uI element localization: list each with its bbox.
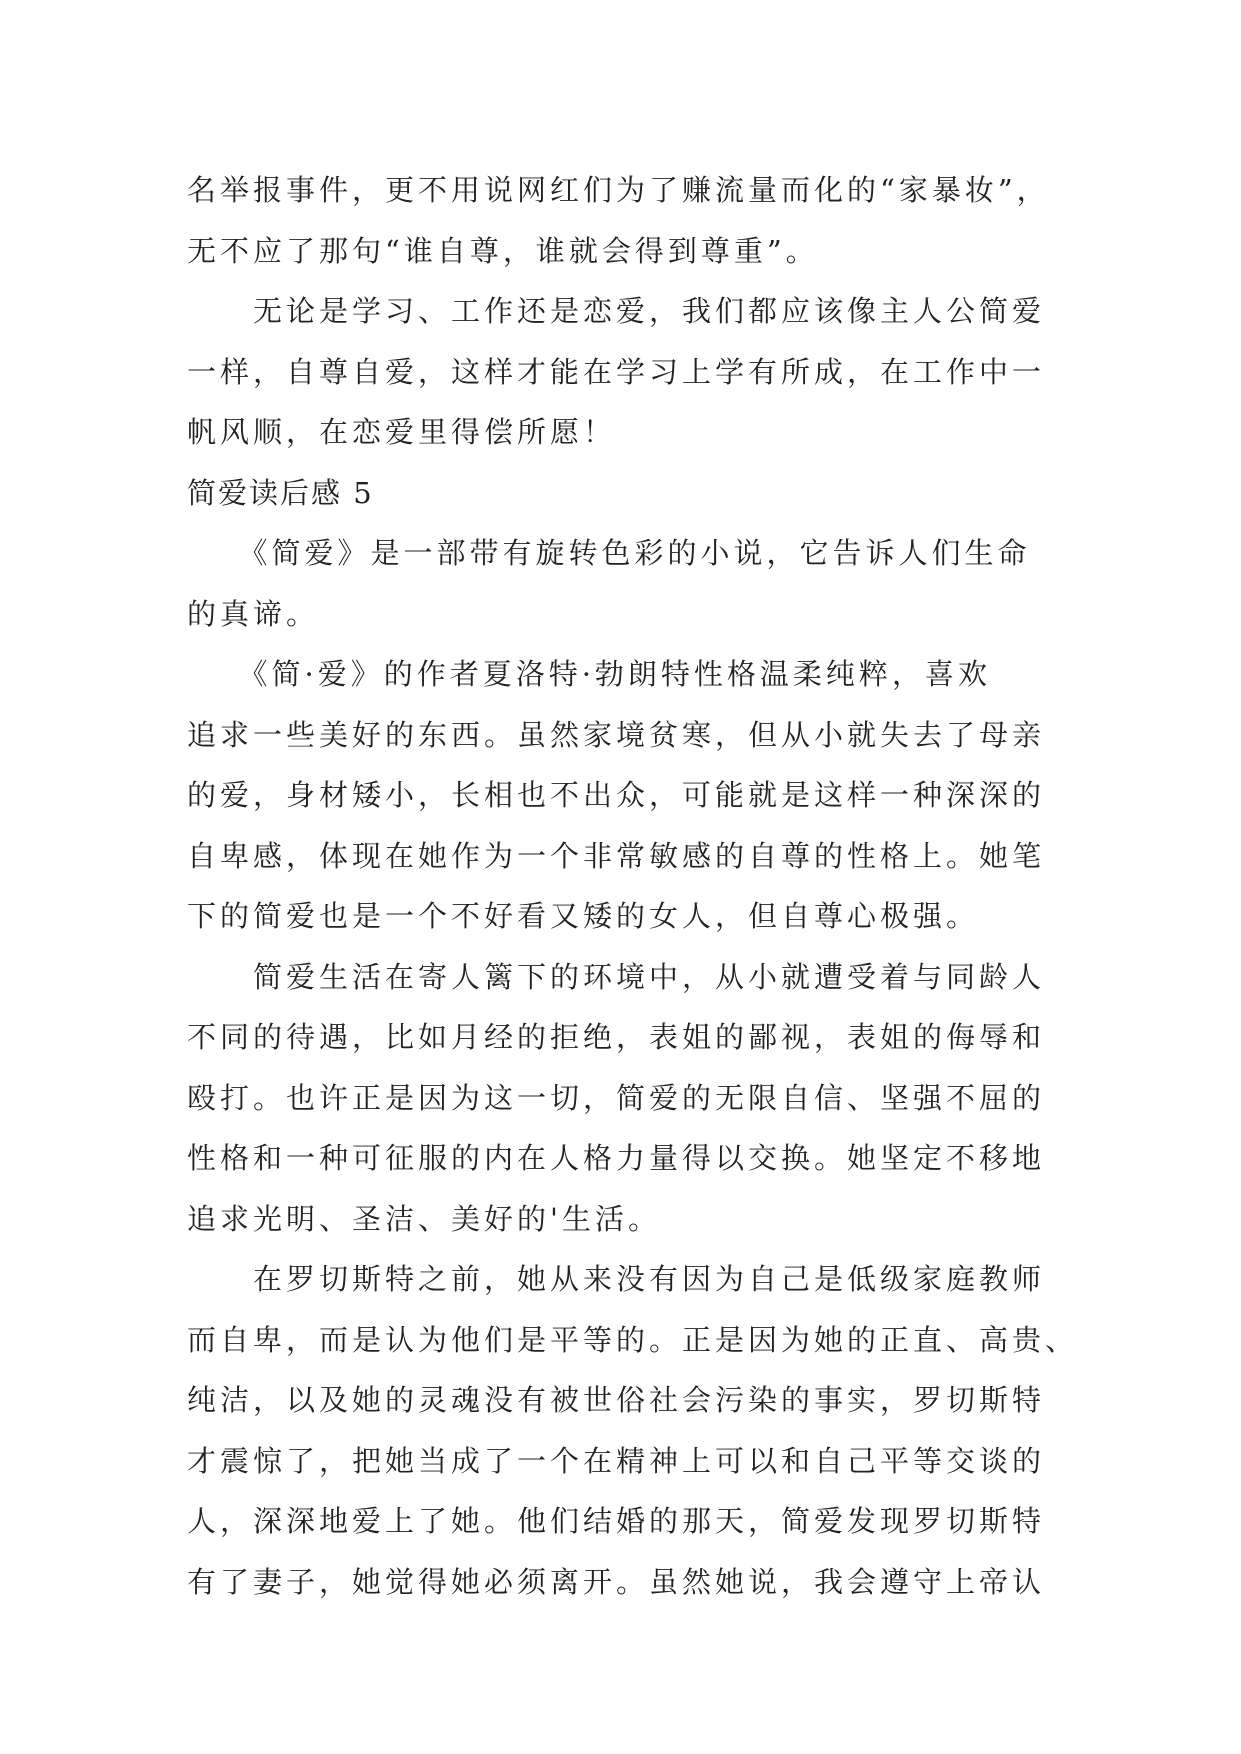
- text-line: 不同的待遇，比如月经的拒绝，表姐的鄙视，表姐的侮辱和: [187, 1020, 1046, 1054]
- text-line: 追求光明、圣洁、美好的'生活。: [187, 1201, 661, 1236]
- document-body: [187, 160, 1079, 1612]
- text-line: 性格和一种可征服的内在人格力量得以交换。她坚定不移地: [187, 1141, 1046, 1175]
- text-line: 一样，自尊自爱，这样才能在学习上学有所成，在工作中一: [187, 354, 1046, 389]
- text-line: 下的简爱也是一个不好看又矮的女人，但自尊心极强。: [187, 899, 980, 933]
- text-line: 才震惊了，把她当成了一个在精神上可以和自己平等交谈的: [187, 1443, 1046, 1478]
- text-line: 自卑感，体现在她作为一个非常敏感的自尊的性格上。她笔: [187, 838, 1046, 873]
- text-line: 名举报事件，更不用说网红们为了赚流量而化的“家暴妆”，: [187, 173, 1050, 207]
- text-line: 《简爱》是一部带有旋转色彩的小说，它告诉人们生命: [187, 536, 1031, 570]
- text-line: 人，深深地爱上了她。他们结婚的那天，简爱发现罗切斯特: [187, 1504, 1046, 1538]
- text-line: 纯洁，以及她的灵魂没有被世俗社会污染的事实，罗切斯特: [187, 1383, 1046, 1417]
- text-line: 简爱生活在寄人篱下的环境中，从小就遭受着与同龄人: [187, 959, 1046, 994]
- text-line: 帆风顺，在恋爱里得偿所愿！: [187, 415, 617, 449]
- section-heading: 简爱读后感 5: [187, 475, 374, 510]
- text-line: 的爱，身材矮小，长相也不出众，可能就是这样一种深深的: [187, 778, 1046, 812]
- text-line: 而自卑，而是认为他们是平等的。正是因为她的正直、高贵、: [187, 1322, 1079, 1357]
- text-line: 殴打。也许正是因为这一切，简爱的无限自信、坚强不屈的: [187, 1080, 1046, 1115]
- text-line: 在罗切斯特之前，她从来没有因为自己是低级家庭教师: [187, 1262, 1046, 1296]
- text-line: 《简·爱》的作者夏洛特·勃朗特性格温柔纯粹，喜欢: [187, 657, 991, 691]
- text-line: 有了妻子，她觉得她必须离开。虽然她说，我会遵守上帝认: [187, 1564, 1046, 1599]
- text-line: 的真谛。: [187, 596, 320, 631]
- text-line: 追求一些美好的东西。虽然家境贫寒，但从小就失去了母亲: [187, 717, 1046, 752]
- text-line: 无不应了那句“谁自尊，谁就会得到尊重”。: [187, 233, 819, 268]
- text-line: 无论是学习、工作还是恋爱，我们都应该像主人公简爱: [187, 294, 1046, 328]
